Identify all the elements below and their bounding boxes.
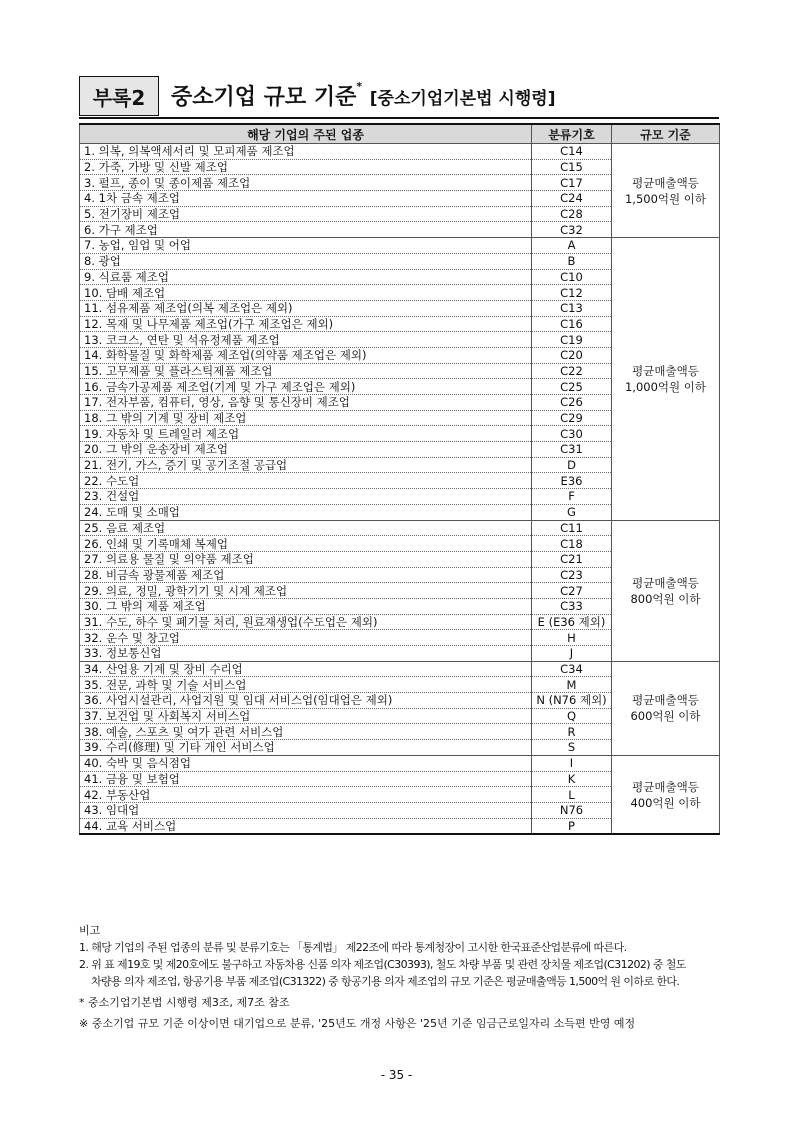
industry-cell: 35. 전문, 과학 및 기술 서비스업 — [80, 677, 532, 693]
code-cell: C29 — [532, 410, 612, 426]
industry-cell: 29. 의료, 정밀, 광학기기 및 시계 제조업 — [80, 583, 532, 599]
industry-cell: 15. 고무제품 및 플라스틱제품 제조업 — [80, 363, 532, 379]
industry-cell: 1. 의복, 의복액세서리 및 모피제품 제조업 — [80, 144, 532, 160]
industry-cell: 2. 가죽, 가방 및 신발 제조업 — [80, 159, 532, 175]
code-cell: C32 — [532, 222, 612, 238]
scale-criteria-line2: 1,500억원 이하 — [624, 191, 706, 206]
column-header-code: 분류기호 — [532, 124, 612, 144]
notes-section — [79, 922, 739, 1032]
scale-criteria-line2: 1,000억원 이하 — [624, 379, 706, 394]
industry-cell: 44. 교육 서비스업 — [80, 818, 532, 834]
industry-cell: 28. 비금속 광물제품 제조업 — [80, 567, 532, 583]
code-cell: A — [532, 238, 612, 254]
code-cell: E (E36 제외) — [532, 614, 612, 630]
code-cell: N (N76 제외) — [532, 693, 612, 709]
code-cell: C14 — [532, 144, 612, 160]
industry-cell: 8. 광업 — [80, 253, 532, 269]
column-header-scale: 규모 기준 — [612, 124, 720, 144]
code-cell: C23 — [532, 567, 612, 583]
industry-cell: 16. 금속가공제품 제조업(기계 및 가구 제조업은 제외) — [80, 379, 532, 395]
table-row — [80, 661, 720, 677]
industry-cell: 34. 산업용 기계 및 장비 수리업 — [80, 661, 532, 677]
title-subtitle: [중소기업기본법 시행령] — [369, 89, 556, 109]
code-cell: C25 — [532, 379, 612, 395]
scale-criteria-line1: 평균매출액등 — [632, 363, 699, 378]
code-cell: R — [532, 724, 612, 740]
title-rule — [79, 117, 719, 119]
title-footnote-mark: * — [356, 80, 363, 93]
sme-criteria-table — [79, 123, 720, 835]
code-cell: C22 — [532, 363, 612, 379]
table-header-row — [80, 124, 720, 144]
code-cell: I — [532, 755, 612, 771]
code-cell: J — [532, 646, 612, 662]
industry-cell: 17. 전자부품, 컴퓨터, 영상, 음향 및 통신장비 제조업 — [80, 395, 532, 411]
industry-cell: 30. 그 밖의 제품 제조업 — [80, 598, 532, 614]
code-cell: C21 — [532, 551, 612, 567]
industry-cell: 18. 그 밖의 기계 및 장비 제조업 — [80, 410, 532, 426]
scale-criteria-line2: 600억원 이하 — [630, 709, 701, 724]
column-header-industry: 해당 기업의 주된 업종 — [80, 124, 532, 144]
industry-cell: 32. 운수 및 창고업 — [80, 630, 532, 646]
industry-cell: 26. 인쇄 및 기록매체 복제업 — [80, 536, 532, 552]
notes-label: 비고 — [79, 924, 101, 937]
code-cell: C16 — [532, 316, 612, 332]
industry-cell: 7. 농업, 임업 및 어업 — [80, 238, 532, 254]
code-cell: C27 — [532, 583, 612, 599]
code-cell: C13 — [532, 300, 612, 316]
page-title — [171, 80, 555, 111]
code-cell: C15 — [532, 159, 612, 175]
industry-cell: 41. 금융 및 보험업 — [80, 771, 532, 787]
industry-cell: 14. 화학물질 및 화학제품 제조업(의약품 제조업은 제외) — [80, 347, 532, 363]
scale-criteria-line2: 800억원 이하 — [630, 591, 701, 606]
code-cell: C33 — [532, 598, 612, 614]
code-cell: B — [532, 253, 612, 269]
industry-cell: 42. 부동산업 — [80, 787, 532, 803]
code-cell: C10 — [532, 269, 612, 285]
code-cell: F — [532, 489, 612, 505]
note-1: 1. 해당 기업의 주된 업종의 분류 및 분류기호는 「통계법」 제22조에 따라 통계청장이 고시한 한국표준산업분류에 따른다. — [79, 941, 627, 954]
code-cell: C30 — [532, 426, 612, 442]
industry-cell: 12. 목재 및 나무제품 제조업(가구 제조업은 제외) — [80, 316, 532, 332]
industry-cell: 11. 섬유제품 제조업(의복 제조업은 제외) — [80, 300, 532, 316]
industry-cell: 4. 1차 금속 제조업 — [80, 191, 532, 207]
title-text: 중소기업 규모 기준 — [171, 85, 357, 110]
scale-criteria-line1: 평균매출액등 — [632, 693, 699, 708]
code-cell: H — [532, 630, 612, 646]
industry-cell: 38. 예술, 스포츠 및 여가 관련 서비스업 — [80, 724, 532, 740]
title-block — [79, 76, 719, 118]
industry-cell: 5. 전기장비 제조업 — [80, 206, 532, 222]
footnote-reference: * 중소기업기본법 시행령 제3조, 제7조 참조 — [79, 996, 290, 1009]
code-cell: Q — [532, 708, 612, 724]
industry-cell: 13. 코크스, 연탄 및 석유정제품 제조업 — [80, 332, 532, 348]
industry-cell: 10. 담배 제조업 — [80, 285, 532, 301]
code-cell: G — [532, 504, 612, 520]
footnote-large-enterprise: ※ 중소기업 규모 기준 이상이면 대기업으로 분류, '25년도 개정 사항은 '25년 기준 임금근로일자리 소득편 반영 예정 — [79, 1017, 636, 1030]
code-cell: D — [532, 457, 612, 473]
industry-cell: 36. 사업시설관리, 사업지원 및 임대 서비스업(임대업은 제외) — [80, 693, 532, 709]
industry-cell: 20. 그 밖의 운송장비 제조업 — [80, 442, 532, 458]
code-cell: C24 — [532, 191, 612, 207]
industry-cell: 19. 자동차 및 트레일러 제조업 — [80, 426, 532, 442]
scale-criteria-line2: 400억원 이하 — [630, 795, 701, 810]
appendix-badge: 부록2 — [79, 76, 159, 116]
industry-cell: 40. 숙박 및 음식점업 — [80, 755, 532, 771]
table-row — [80, 144, 720, 160]
industry-cell: 3. 펄프, 종이 및 종이제품 제조업 — [80, 175, 532, 191]
scale-criteria-cell — [612, 144, 720, 238]
industry-cell: 24. 도매 및 소매업 — [80, 504, 532, 520]
code-cell: C28 — [532, 206, 612, 222]
table-row — [80, 238, 720, 254]
code-cell: C11 — [532, 520, 612, 536]
code-cell: C17 — [532, 175, 612, 191]
code-cell: C34 — [532, 661, 612, 677]
note-2-line2: 차량용 의자 제조업, 항공기용 부품 제조업(C31322) 중 항공기용 의자 제조업의 규모 기준은 평균매출액등 1,500억 원 이하로 한다. — [91, 975, 680, 988]
code-cell: N76 — [532, 802, 612, 818]
industry-cell: 23. 건설업 — [80, 489, 532, 505]
code-cell: P — [532, 818, 612, 834]
code-cell: M — [532, 677, 612, 693]
industry-cell: 27. 의료용 물질 및 의약품 제조업 — [80, 551, 532, 567]
industry-cell: 22. 수도업 — [80, 473, 532, 489]
code-cell: S — [532, 740, 612, 756]
code-cell: C18 — [532, 536, 612, 552]
industry-cell: 21. 전기, 가스, 증기 및 공기조절 공급업 — [80, 457, 532, 473]
industry-cell: 9. 식료품 제조업 — [80, 269, 532, 285]
code-cell: K — [532, 771, 612, 787]
industry-cell: 25. 음료 제조업 — [80, 520, 532, 536]
table-body — [80, 144, 720, 835]
industry-cell: 31. 수도, 하수 및 폐기물 처리, 원료재생업(수도업은 제외) — [80, 614, 532, 630]
code-cell: C19 — [532, 332, 612, 348]
code-cell: C31 — [532, 442, 612, 458]
scale-criteria-cell — [612, 661, 720, 755]
code-cell: E36 — [532, 473, 612, 489]
note-2-line1: 2. 위 표 제19호 및 제20호에도 불구하고 자동차용 신품 의자 제조업(C30393), 철도 차량 부품 및 관련 장치물 제조업(C31202) 중 철도 — [79, 958, 686, 971]
table-row — [80, 755, 720, 771]
scale-criteria-line1: 평균매출액등 — [632, 575, 699, 590]
scale-criteria-line1: 평균매출액등 — [632, 779, 699, 794]
scale-criteria-cell — [612, 238, 720, 520]
industry-cell: 33. 정보통신업 — [80, 646, 532, 662]
industry-cell: 43. 임대업 — [80, 802, 532, 818]
page-number: - 35 - — [380, 1068, 413, 1082]
industry-cell: 6. 가구 제조업 — [80, 222, 532, 238]
industry-cell: 39. 수리(修理) 및 기타 개인 서비스업 — [80, 740, 532, 756]
scale-criteria-cell — [612, 755, 720, 834]
code-cell: C26 — [532, 395, 612, 411]
scale-criteria-line1: 평균매출액등 — [632, 175, 699, 190]
code-cell: C20 — [532, 347, 612, 363]
code-cell: C12 — [532, 285, 612, 301]
scale-criteria-cell — [612, 520, 720, 661]
industry-cell: 37. 보건업 및 사회복지 서비스업 — [80, 708, 532, 724]
table-row — [80, 520, 720, 536]
code-cell: L — [532, 787, 612, 803]
